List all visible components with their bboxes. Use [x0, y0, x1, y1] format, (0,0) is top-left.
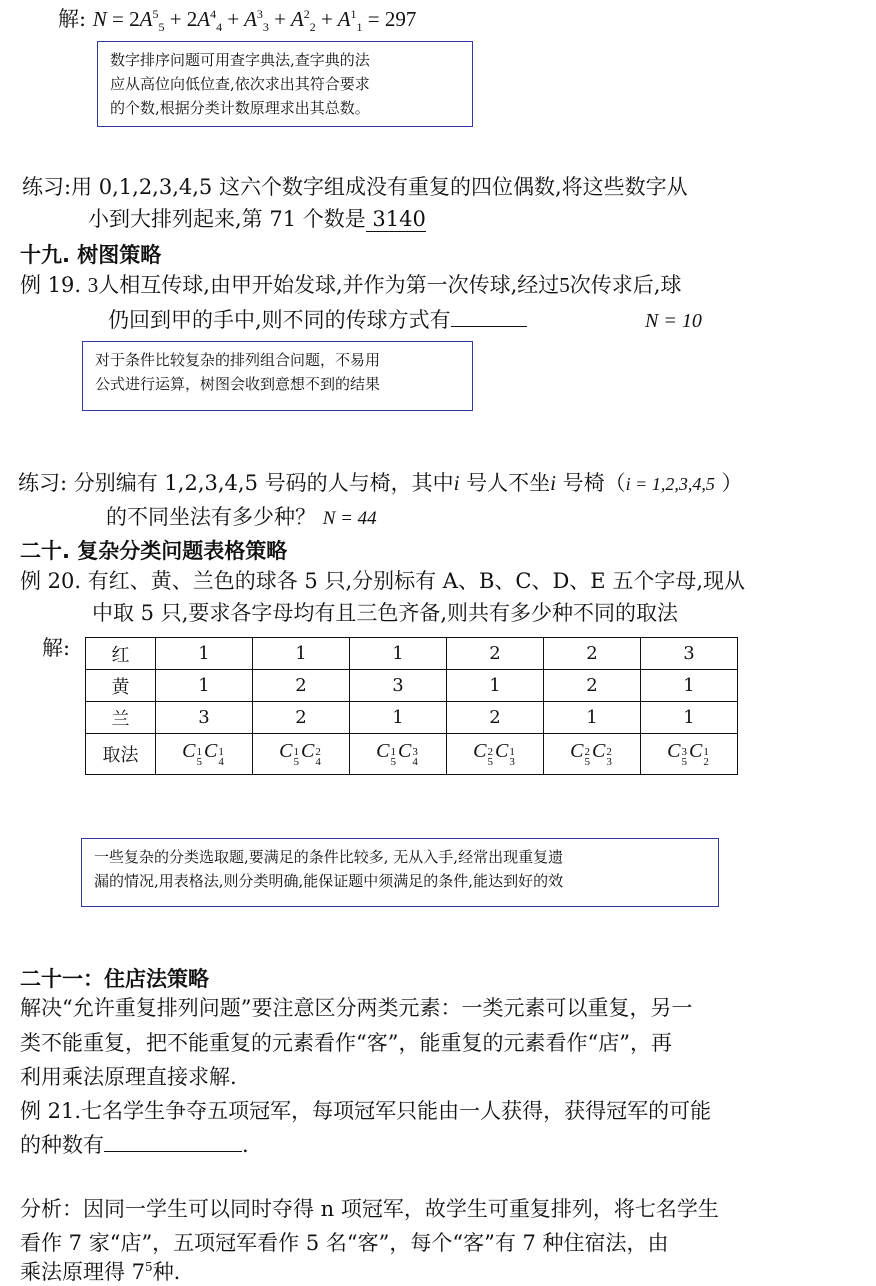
example-20-line-2: 中取 5 只,要求各字母均有且三色齐备,则共有多少种不同的取法 — [92, 601, 679, 625]
exercise-2-condition: i = 1,2,3,4,5 — [625, 474, 715, 494]
combo-n: 5 — [487, 755, 493, 768]
combo-k: 1 — [196, 745, 202, 758]
section-19-title: 十九. 树图策略 — [20, 243, 162, 267]
formula-equals: = — [112, 7, 124, 31]
combo-letter: C — [376, 739, 390, 762]
example-19-text-b: 次传求后,球 — [569, 273, 682, 297]
combo-k: 2 — [584, 745, 590, 758]
note-line: 应从高位向低位查,依次求出其符合要求 — [110, 75, 370, 93]
formula-coef-1: 2 — [129, 7, 140, 31]
table-cell: 1 — [350, 638, 447, 670]
combo-letter: C — [473, 739, 487, 762]
formula-result: 297 — [384, 7, 417, 31]
example-21-period: . — [242, 1133, 249, 1157]
combo-n: 5 — [584, 755, 590, 768]
combo-k: 2 — [606, 745, 612, 758]
intro-21-line-1: 解决“允许重复排列问题”要注意区分两类元素：一类元素可以重复，另一 — [20, 996, 693, 1020]
solution-label: 解: — [58, 7, 87, 31]
note-box-tree-diagram — [82, 341, 473, 411]
exercise-2-text: 练习: 分别编有 1,2,3,4,5 号码的人与椅，其中 — [18, 471, 454, 495]
combo-letter: C — [689, 739, 703, 762]
combo-cell — [350, 734, 447, 775]
combo-n: 4 — [412, 755, 418, 768]
analysis-line-1: 分析：因同一学生可以同时夺得 n 项冠军，故学生可重复排列，将七名学生 — [20, 1197, 719, 1221]
table-cell: 3 — [156, 702, 253, 734]
example-21-text: 的种数有 — [20, 1133, 104, 1157]
analysis-line-2: 看作 7 家“店”，五项冠军看作 5 名“客”，每个“客”有 7 种住宿法，由 — [20, 1231, 669, 1255]
table-cell: 2 — [447, 702, 544, 734]
exercise-2-line-1 — [18, 469, 743, 498]
exercise-1-answer: 3140 — [365, 207, 426, 231]
table-cell: 1 — [641, 702, 738, 734]
combo-letter: C — [398, 739, 412, 762]
example-20-solution-label: 解: — [42, 636, 71, 660]
intro-21-line-2: 类不能重复，把不能重复的元素看作“客”，能重复的元素看作“店”，再 — [20, 1031, 672, 1055]
combo-letter: C — [301, 739, 315, 762]
formula-a-5: A — [337, 7, 351, 31]
combo-letter: C — [592, 739, 606, 762]
table-cell: 2 — [253, 702, 350, 734]
intro-21-line-3: 利用乘法原理直接求解. — [20, 1065, 237, 1089]
formula-plus-1: + — [169, 7, 182, 31]
section-20-title: 二十. 复杂分类问题表格策略 — [20, 539, 288, 563]
example-19-line-1 — [20, 271, 681, 299]
example-19-text-a: 人相互传球,由甲开始发球,并作为第一次传球,经过 — [98, 273, 560, 297]
exercise-1-line-2 — [88, 205, 426, 233]
table-row — [86, 670, 738, 702]
exercise-2-close: ） — [721, 471, 743, 495]
combo-n: 5 — [681, 755, 687, 768]
row-header-method: 取法 — [86, 734, 156, 775]
table-cell: 1 — [253, 638, 350, 670]
exercise-2-line-2 — [106, 503, 377, 533]
example-19-answer: N = 10 — [645, 310, 702, 332]
note-line: 公式进行运算，树图会收到意想不到的结果 — [95, 375, 381, 393]
example-21-line-2 — [20, 1131, 249, 1159]
formula-plus-3: + — [274, 7, 287, 31]
combo-letter: C — [204, 739, 218, 762]
combo-letter: C — [570, 739, 584, 762]
formula-a-3: A — [244, 7, 257, 31]
row-header-yellow: 黄 — [86, 670, 156, 702]
section-21-title: 二十一：住店法策略 — [20, 967, 209, 991]
formula-plus-2: + — [227, 7, 240, 31]
combo-n: 2 — [703, 755, 709, 768]
combo-cell — [253, 734, 350, 775]
table-row-methods — [86, 734, 738, 775]
combo-letter: C — [667, 739, 681, 762]
formula-equals-2: = — [367, 7, 380, 31]
formula-a-2: A — [197, 7, 211, 31]
analysis-suffix: 种. — [152, 1260, 181, 1284]
solution-formula — [58, 5, 416, 33]
combo-n: 5 — [390, 755, 396, 768]
answer-blank — [451, 306, 527, 327]
table-row — [86, 638, 738, 670]
formula-expression: $N = 2A^5_5 + 2A^4_4 + A^3_3 + A^2_2 + A^1_1 = 297$ — [92, 7, 417, 35]
note-line: 漏的情况,用表格法,则分类明确,能保证题中须满足的条件,能达到好的效 — [94, 872, 564, 890]
exercise-2-question: 的不同坐法有多少种？ — [106, 505, 316, 529]
analysis-line-3 — [20, 1258, 180, 1286]
combo-k: 1 — [293, 745, 299, 758]
combo-cell — [447, 734, 544, 775]
table-cell: 1 — [544, 702, 641, 734]
combo-k: 3 — [412, 745, 418, 758]
formula-a-1: A — [139, 7, 153, 31]
table-cell: 1 — [156, 670, 253, 702]
formula-plus-4: + — [320, 7, 333, 31]
table-cell: 3 — [641, 638, 738, 670]
answer-blank — [104, 1131, 242, 1152]
combo-n: 4 — [315, 755, 321, 768]
example-20-line-1: 例 20. 有红、黄、兰色的球各 5 只,分别标有 A、B、C、D、E 五个字母,现从 — [20, 569, 745, 593]
analysis-exponent: 5 — [145, 1260, 153, 1274]
combo-k: 3 — [681, 745, 687, 758]
note-line: 一些复杂的分类选取题,要满足的条件比较多, 无从入手,经常出现重复遗 — [94, 848, 564, 866]
combo-k: 1 — [390, 745, 396, 758]
combo-k: 2 — [487, 745, 493, 758]
combo-letter: C — [182, 739, 196, 762]
combo-cell — [544, 734, 641, 775]
combo-letter: C — [495, 739, 509, 762]
note-box-table-method — [81, 838, 719, 907]
combo-cell — [641, 734, 738, 775]
example-21-line-1: 例 21.七名学生争夺五项冠军，每项冠军只能由一人获得，获得冠军的可能 — [20, 1099, 712, 1123]
combo-n: 5 — [196, 755, 202, 768]
example-19-line-2 — [108, 306, 527, 334]
classification-table — [85, 637, 738, 775]
combo-k: 1 — [509, 745, 515, 758]
note-line: 数字排序问题可用查字典法,查字典的法 — [110, 51, 370, 69]
example-19-num-3: 3 — [87, 273, 99, 297]
exercise-1-text: 小到大排列起来,第 71 个数是 — [88, 207, 366, 231]
exercise-2-answer: N = 44 — [322, 508, 377, 529]
exercise-1-line-1: 练习:用 0,1,2,3,4,5 这六个数字组成没有重复的四位偶数,将这些数字从 — [22, 175, 688, 199]
example-19-question: 仍回到甲的手中,则不同的传球方式有 — [108, 308, 451, 332]
row-header-red: 红 — [86, 638, 156, 670]
exercise-2-tail: 号椅（ — [562, 471, 626, 495]
exercise-2-mid: 号人不坐 — [466, 471, 551, 495]
formula-var-n: N — [92, 7, 107, 31]
analysis-text: 乘法原理得 7 — [20, 1260, 146, 1284]
formula-coef-2: 2 — [186, 7, 198, 31]
note-box-dictionary-method — [97, 41, 473, 127]
table-cell: 3 — [350, 670, 447, 702]
combo-n: 3 — [509, 755, 515, 768]
table-cell: 2 — [544, 670, 641, 702]
table-cell: 2 — [253, 670, 350, 702]
exercise-2-var-i: i — [453, 471, 460, 495]
combo-k: 1 — [703, 745, 709, 758]
table-cell: 1 — [350, 702, 447, 734]
table-cell: 1 — [447, 670, 544, 702]
combo-n: 5 — [293, 755, 299, 768]
combo-letter: C — [279, 739, 293, 762]
combo-n: 4 — [218, 755, 224, 768]
formula-a-4: A — [290, 7, 304, 31]
exercise-2-var-i-2: i — [550, 471, 556, 495]
table-row — [86, 702, 738, 734]
row-header-blue: 兰 — [86, 702, 156, 734]
note-line: 的个数,根据分类计数原理求出其总数。 — [110, 99, 370, 117]
note-line: 对于条件比较复杂的排列组合问题，不易用 — [95, 351, 381, 369]
table-cell: 1 — [641, 670, 738, 702]
table-cell: 2 — [447, 638, 544, 670]
table-cell: 1 — [156, 638, 253, 670]
combo-k: 2 — [315, 745, 321, 758]
combo-k: 1 — [218, 745, 224, 758]
combo-cell — [156, 734, 253, 775]
table-cell: 2 — [544, 638, 641, 670]
example-19-num-5: 5 — [559, 273, 570, 297]
combo-n: 3 — [606, 755, 612, 768]
example-19-label: 例 19. — [20, 273, 82, 297]
